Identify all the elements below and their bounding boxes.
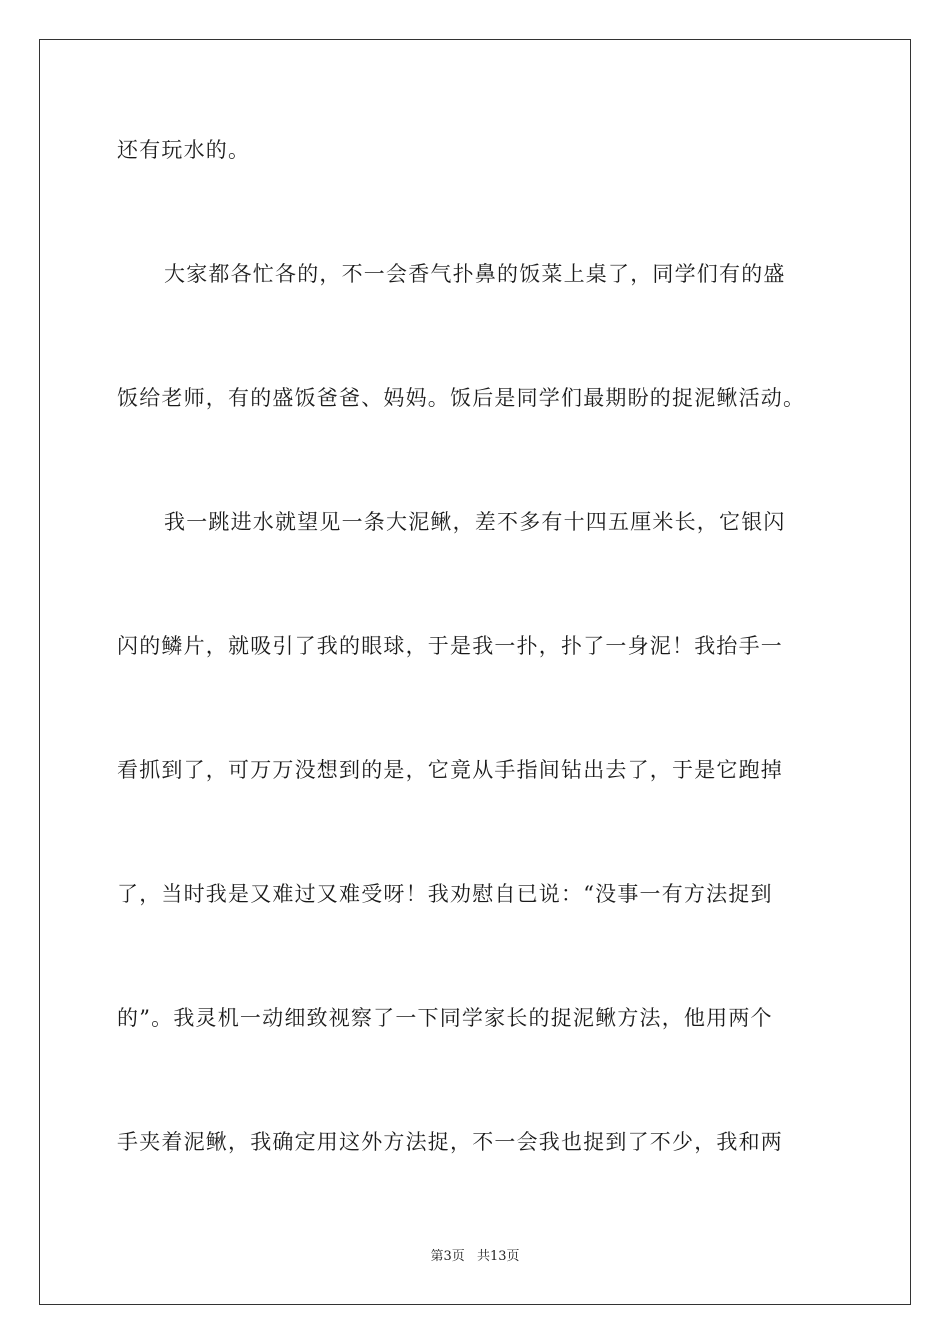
text-line-3: 饭给老师，有的盛饭爸爸、妈妈。饭后是同学们最期盼的捉泥鳅活动。 (117, 386, 806, 410)
page-number: 第3页 (430, 1249, 465, 1264)
text-line-5: 闪的鳞片，就吸引了我的眼球，于是我一扑，扑了一身泥！我抬手一 (117, 634, 783, 658)
page-total: 共13页 (476, 1249, 520, 1264)
text-line-7: 了，当时我是又难过又难受呀！我劝慰自已说：“没事一有方法捉到 (117, 882, 773, 906)
text-line-4: 我一跳进水就望见一条大泥鳅，差不多有十四五厘米长，它银闪 (164, 510, 786, 534)
text-line-2: 大家都各忙各的，不一会香气扑鼻的饭菜上桌了，同学们有的盛 (164, 262, 786, 286)
text-line-9: 手夹着泥鳅，我确定用这外方法捉，不一会我也捉到了不少，我和两 (117, 1130, 783, 1154)
page-border (39, 39, 911, 1305)
text-line-6: 看抓到了，可万万没想到的是，它竟从手指间钻出去了，于是它跑掉 (117, 758, 783, 782)
text-line-8: 的”。我灵机一动细致视察了一下同学家长的捉泥鳅方法，他用两个 (117, 1006, 773, 1030)
text-line-1: 还有玩水的。 (117, 138, 251, 162)
page-footer (0, 1248, 950, 1266)
